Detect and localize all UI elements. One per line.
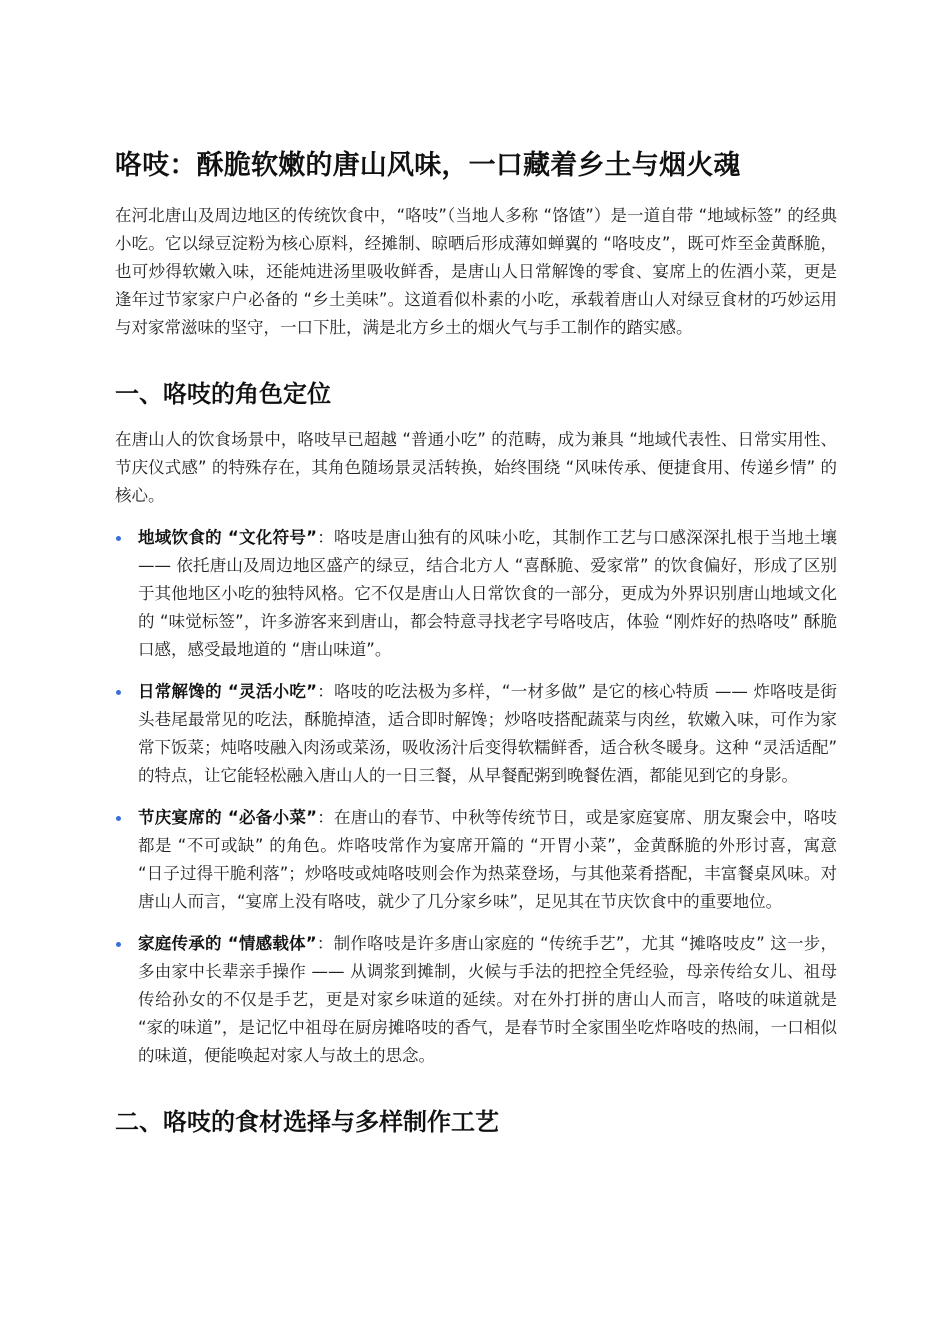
list-item-label: 节庆宴席的 “必备小菜” xyxy=(138,808,317,827)
list-item-separator: ： xyxy=(316,808,335,827)
list-item-label: 家庭传承的 “情感载体” xyxy=(138,934,317,953)
bullet-dot-icon xyxy=(116,816,121,821)
bullet-dot-icon xyxy=(116,690,121,695)
role-list xyxy=(115,524,837,1070)
bullet-dot-icon xyxy=(116,536,121,541)
document-page xyxy=(115,146,837,1140)
list-item xyxy=(115,678,837,790)
list-item-text xyxy=(138,804,837,916)
list-item-separator: ： xyxy=(316,528,335,547)
section-1-intro: 在唐山人的饮食场景中，咯吱早已超越 “普通小吃” 的范畴，成为兼具 “地域代表性、日常实用性、节庆仪式感” 的特殊存在，其角色随场景灵活转换，始终围绕 “风味传承、便捷食用、传递乡情” 的核心。 xyxy=(115,430,837,505)
list-item-body: 在唐山的春节、中秋等传统节日，或是家庭宴席、朋友聚会中，咯吱都是 “不可或缺” 的角色。炸咯吱常作为宴席开篇的 “开胃小菜”，金黄酥脆的外形讨喜，寓意 “日子过得干脆利落”；炒咯吱或炖咯吱则会作为热菜登场，与其他菜肴搭配，丰富餐桌风味。对唐山人而言，“宴席上没有咯吱，就少了几分家乡味”，足见其在节庆饮食中的重要地位。 xyxy=(138,808,838,911)
list-item-body: 咯吱的吃法极为多样，“一材多做” 是它的核心特质 —— 炸咯吱是街头巷尾最常见的吃法，酥脆掉渣，适合即时解馋；炒咯吱搭配蔬菜与肉丝，软嫩入味，可作为家常下饭菜；炖咯吱融入肉汤或菜汤，吸收汤汁后变得软糯鲜香，适合秋冬暖身。这种 “灵活适配” 的特点，让它能轻松融入唐山人的一日三餐，从早餐配粥到晚餐佐酒，都能见到它的身影。 xyxy=(138,682,838,785)
intro-paragraph: 在河北唐山及周边地区的传统饮食中，“咯吱”（当地人多称 “饹馇”）是一道自带 “地域标签” 的经典小吃。它以绿豆淀粉为核心原料，经摊制、晾晒后形成薄如蝉翼的 “咯吱皮”，既可炸至金黄酥脆，也可炒得软嫩入味，还能炖进汤里吸收鲜香，是唐山人日常解馋的零食、宴席上的佐酒小菜，更是逢年过节家家户户必备的 “乡土美味”。这道看似朴素的小吃，承载着唐山人对绿豆食材的巧妙运用与对家常滋味的坚守，一口下肚，满是北方乡土的烟火气与手工制作的踏实感。 xyxy=(115,206,837,337)
list-item xyxy=(115,930,837,1070)
list-item xyxy=(115,804,837,916)
list-item-text xyxy=(138,524,837,664)
list-item-body: 咯吱是唐山独有的风味小吃，其制作工艺与口感深深扎根于当地土壤 —— 依托唐山及周边地区盛产的绿豆，结合北方人 “喜酥脆、爱家常” 的饮食偏好，形成了区别于其他地区小吃的独特风格。它不仅是唐山人日常饮食的一部分，更成为外界识别唐山地域文化的 “味觉标签”，许多游客来到唐山，都会特意寻找老字号咯吱店，体验 “刚炸好的热咯吱” 酥脆口感，感受最地道的 “唐山味道”。 xyxy=(138,528,838,659)
list-item-separator: ： xyxy=(317,682,335,701)
section-heading-2: 二、咯吱的食材选择与多样制作工艺 xyxy=(115,1108,499,1136)
list-item-text xyxy=(138,930,837,1070)
bullet-dot-icon xyxy=(116,942,121,947)
list-item-label: 日常解馋的 “灵活小吃” xyxy=(138,682,318,701)
list-item-label: 地域饮食的 “文化符号” xyxy=(138,528,317,547)
section-heading-1: 一、咯吱的角色定位 xyxy=(115,380,331,408)
article-title: 咯吱：酥脆软嫩的唐山风味，一口藏着乡土与烟火魂 xyxy=(115,150,741,181)
list-item xyxy=(115,524,837,664)
list-item-body: 制作咯吱是许多唐山家庭的 “传统手艺”，尤其 “摊咯吱皮” 这一步，多由家中长辈亲手操作 —— 从调浆到摊制，火候与手法的把控全凭经验，母亲传给女儿、祖母传给孙女的不仅是手艺，更是对家乡味道的延续。对在外打拼的唐山人而言，咯吱的味道就是 “家的味道”，是记忆中祖母在厨房摊咯吱的香气，是春节时全家围坐吃炸咯吱的热闹，一口相似的味道，便能唤起对家人与故土的思念。 xyxy=(138,934,837,1065)
list-item-separator: ： xyxy=(316,934,334,953)
list-item-text xyxy=(138,678,837,790)
